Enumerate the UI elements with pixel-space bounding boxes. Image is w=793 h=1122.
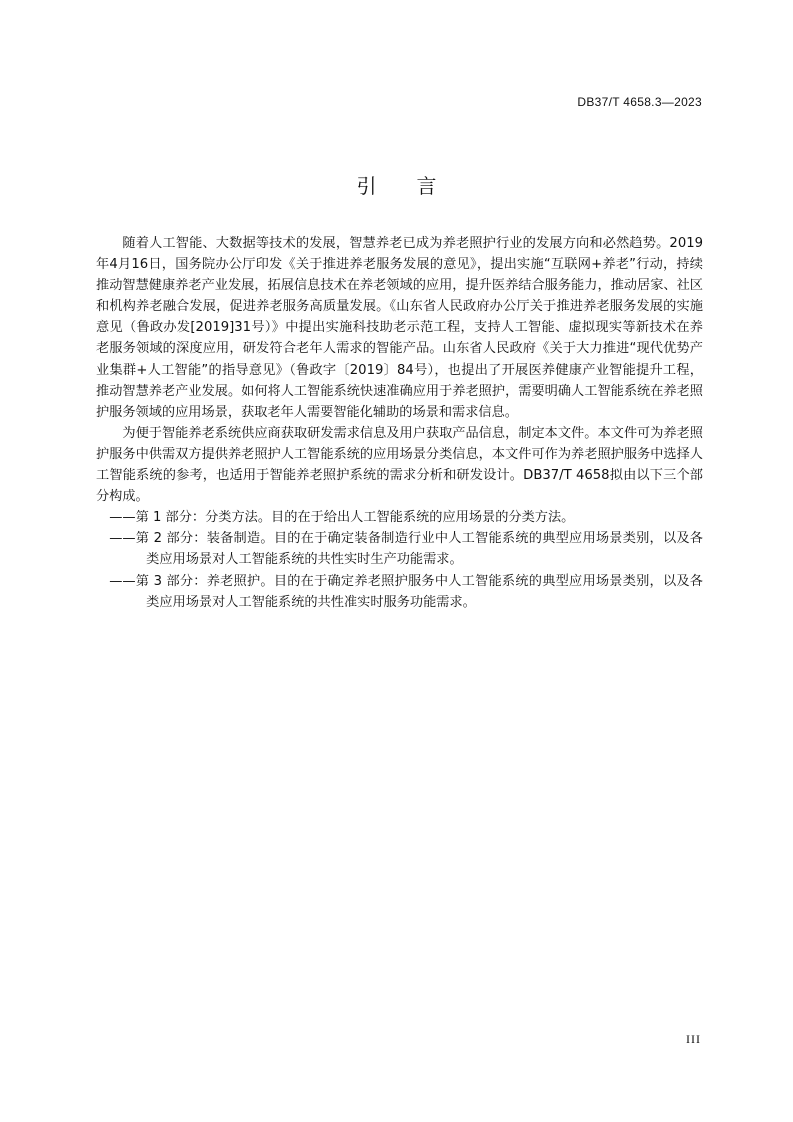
body-text — [96, 233, 703, 613]
part-list-item-1: ——第 1 部分：分类方法。目的在于给出人工智能系统的应用场景的分类方法。 — [109, 510, 575, 526]
page-number: III — [686, 1032, 701, 1046]
section-title: 引言 — [356, 174, 477, 198]
document-code: DB37/T 4658.3—2023 — [577, 95, 702, 109]
paragraph-intro: 随着人工智能、大数据等技术的发展，智慧养老已成为养老照护行业的发展方向和必然趋势。2019年4月16日，国务院办公厅印发《关于推进养老服务发展的意见》，提出实施“互联网+养老”行动，持续推动智慧健康养老产业发展，拓展信息技术在养老领域的应用，提升医养结合服务能力，推动居家、社区和机构养老融合发展，促进养老服务高质量发展。《山东省人民政府办公厅关于推进养老服务发展的实施意见（鲁政办发[2019]31号）》中提出实施科技助老示范工程，支持人工智能、虚拟现实等新技术在养老服务领域的深度应用，研发符合老年人需求的智能产品。山东省人民政府《关于大力推进“现代优势产业集群+人工智能”的指导意见》（鲁政字〔2019〕84号），也提出了开展医养健康产业智能提升工程，推动智慧养老产业发展。如何将人工智能系统快速准确应用于养老照护，需要明确人工智能系统在养老照护服务领域的应用场景，获取老年人需要智能化辅助的场景和需求信息。 — [96, 236, 703, 420]
part-list-item-3: ——第 3 部分：养老照护。目的在于确定养老照护服务中人工智能系统的典型应用场景类别，以及各类应用场景对人工智能系统的共性准实时服务功能需求。 — [109, 573, 703, 610]
paragraph-purpose: 为便于智能养老系统供应商获取研发需求信息及用户获取产品信息，制定本文件。本文件可为养老照护服务中供需双方提供养老照护人工智能系统的应用场景分类信息，本文件可作为养老照护服务中选择人工智能系统的参考，也适用于智能养老照护系统的需求分析和研发设计。DB37/T 4658拟由以下三个部分构成。 — [96, 425, 703, 505]
part-list-item-2: ——第 2 部分：装备制造。目的在于确定装备制造行业中人工智能系统的典型应用场景类别，以及各类应用场景对人工智能系统的共性实时生产功能需求。 — [109, 531, 703, 568]
